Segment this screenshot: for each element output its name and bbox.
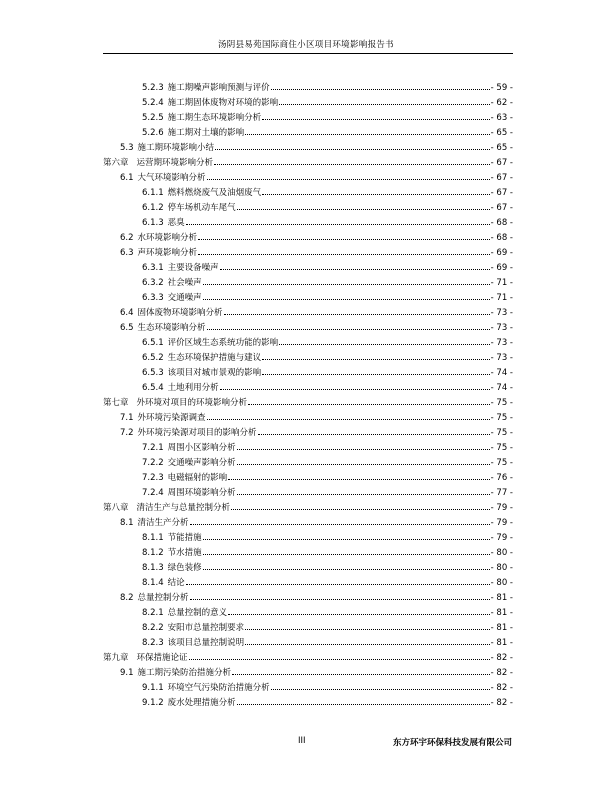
toc-entry-page: - 65 -: [490, 143, 513, 153]
toc-dot-leader: [198, 230, 490, 240]
toc-entry-number: 8.1.1: [142, 533, 164, 543]
toc-entry[interactable]: [142, 530, 513, 544]
toc-entry-title: 环境空气污染防治措施分析: [167, 683, 270, 693]
toc-dot-leader: [245, 125, 489, 135]
toc-dot-leader: [228, 605, 489, 615]
toc-entry-page: - 67 -: [490, 158, 513, 168]
toc-entry-title: 施工期噪声影响预测与评价: [167, 83, 270, 93]
toc-entry-number: 第六章: [103, 158, 129, 168]
toc-entry-number: 第九章: [103, 653, 129, 663]
toc-entry[interactable]: [120, 230, 513, 244]
toc-dot-leader: [207, 410, 490, 420]
toc-dot-leader: [279, 335, 489, 345]
toc-entry[interactable]: [142, 275, 513, 289]
toc-entry-title: 清洁生产分析: [137, 518, 189, 528]
toc-entry-number: 7.2: [120, 428, 134, 438]
toc-entry[interactable]: [120, 305, 513, 319]
toc-entry-title: 该项目对城市景观的影响: [167, 368, 262, 378]
toc-entry-number: 7.2.3: [142, 473, 164, 483]
toc-entry-page: - 80 -: [490, 578, 513, 588]
footer-page-number: III: [298, 736, 306, 746]
toc-entry[interactable]: [103, 395, 513, 409]
toc-entry-number: 第七章: [103, 398, 129, 408]
toc-entry-number: 8.1.3: [142, 563, 164, 573]
toc-entry[interactable]: [142, 335, 513, 349]
toc-entry[interactable]: [142, 185, 513, 199]
toc-entry-title: 施工期固体废物对环境的影响: [167, 98, 279, 108]
toc-entry-number: 8.1: [120, 518, 134, 528]
toc-entry-page: - 82 -: [490, 698, 513, 708]
toc-dot-leader: [262, 350, 489, 360]
toc-dot-leader: [232, 665, 490, 675]
toc-entry[interactable]: [120, 665, 513, 679]
toc-entry-number: 7.2.4: [142, 488, 164, 498]
toc-entry-title: 周围环境影响分析: [167, 488, 236, 498]
toc-entry-page: - 79 -: [490, 503, 513, 513]
toc-entry-title: 生态环境保护措施与建议: [167, 353, 262, 363]
toc-entry-page: - 79 -: [490, 533, 513, 543]
toc-entry-title: 土地利用分析: [167, 383, 219, 393]
toc-entry-title: 施工期污染防治措施分析: [137, 668, 232, 678]
toc-dot-leader: [203, 560, 490, 570]
toc-entry-number: 6.3.2: [142, 278, 164, 288]
toc-dot-leader: [262, 185, 489, 195]
toc-entry-title: 电磁辐射的影响: [167, 473, 228, 483]
toc-entry-number: 6.3: [120, 248, 134, 258]
toc-entry[interactable]: [142, 440, 513, 454]
toc-dot-leader: [203, 545, 490, 555]
toc-dot-leader: [214, 155, 490, 165]
toc-entry-page: - 74 -: [490, 368, 513, 378]
toc-entry-page: - 77 -: [490, 488, 513, 498]
toc-entry-number: 8.1.4: [142, 578, 164, 588]
toc-entry[interactable]: [120, 170, 513, 184]
toc-entry-title: 该项目总量控制说明: [167, 638, 245, 648]
toc-entry[interactable]: [142, 260, 513, 274]
toc-entry-page: - 62 -: [490, 98, 513, 108]
toc-entry-number: 8.2.3: [142, 638, 164, 648]
toc-entry-page: - 59 -: [490, 83, 513, 93]
toc-dot-leader: [262, 365, 489, 375]
toc-entry-title: 恶臭: [167, 218, 185, 228]
toc-dot-leader: [220, 380, 490, 390]
toc-entry-title: 环保措施论证: [136, 653, 188, 663]
toc-entry-page: - 73 -: [490, 353, 513, 363]
toc-dot-leader: [237, 485, 490, 495]
toc-dot-leader: [203, 275, 490, 285]
toc-entry-title: 声环境影响分析: [137, 248, 198, 258]
toc-entry[interactable]: [120, 410, 513, 424]
toc-dot-leader: [190, 515, 490, 525]
toc-entry-title: 节水措施: [167, 548, 202, 558]
toc-entry-page: - 82 -: [490, 683, 513, 693]
toc-dot-leader: [245, 620, 489, 630]
page-header: 汤阴县易苑国际商住小区项目环境影响报告书: [217, 40, 394, 50]
toc-entry[interactable]: [142, 380, 513, 394]
toc-entry-page: - 73 -: [490, 338, 513, 348]
toc-entry-page: - 71 -: [490, 293, 513, 303]
toc-entry-title: 水环境影响分析: [137, 233, 198, 243]
toc-dot-leader: [220, 260, 490, 270]
toc-dot-leader: [258, 425, 490, 435]
toc-entry-number: 6.1.3: [142, 218, 164, 228]
toc-dot-leader: [190, 590, 490, 600]
toc-entry-page: - 81 -: [490, 593, 513, 603]
toc-entry-title: 外环境污染源调查: [137, 413, 206, 423]
toc-entry-page: - 69 -: [490, 263, 513, 273]
toc-dot-leader: [215, 140, 490, 150]
toc-entry[interactable]: [120, 245, 513, 259]
toc-entry-number: 6.5.3: [142, 368, 164, 378]
toc-entry-number: 6.4: [120, 308, 134, 318]
toc-dot-leader: [279, 95, 489, 105]
toc-entry-page: - 71 -: [490, 278, 513, 288]
toc-entry[interactable]: [142, 485, 513, 499]
toc-entry[interactable]: [120, 515, 513, 529]
toc-entry-page: - 74 -: [490, 383, 513, 393]
toc-entry-number: 7.1: [120, 413, 134, 423]
toc-entry-title: 周围小区影响分析: [167, 443, 236, 453]
toc-entry-title: 评价区域生态系统功能的影响: [167, 338, 279, 348]
toc-entry[interactable]: [103, 650, 513, 664]
toc-entry[interactable]: [142, 560, 513, 574]
toc-entry-page: - 75 -: [490, 458, 513, 468]
toc-entry-page: - 79 -: [490, 518, 513, 528]
toc-entry-page: - 81 -: [490, 608, 513, 618]
toc-entry-number: 7.2.2: [142, 458, 164, 468]
toc-entry-page: - 67 -: [490, 203, 513, 213]
toc-entry-number: 9.1.1: [142, 683, 164, 693]
toc-entry-title: 清洁生产与总量控制分析: [136, 503, 231, 513]
toc-entry-page: - 80 -: [490, 548, 513, 558]
header-rule: [103, 53, 513, 54]
toc-entry-page: - 82 -: [490, 653, 513, 663]
toc-entry-page: - 67 -: [490, 188, 513, 198]
toc-dot-leader: [186, 575, 490, 585]
toc-entry-title: 固体废物环境影响分析: [137, 308, 223, 318]
toc-entry[interactable]: [103, 500, 513, 514]
toc-entry-title: 停车场机动车尾气: [167, 203, 236, 213]
toc-entry-title: 废水处理措施分析: [167, 698, 236, 708]
toc-dot-leader: [237, 695, 490, 705]
footer-company-name: 东方环宇环保科技发展有限公司: [393, 738, 513, 748]
toc-entry-title: 绿色装修: [167, 563, 202, 573]
toc-entry[interactable]: [142, 575, 513, 589]
toc-entry[interactable]: [142, 215, 513, 229]
toc-entry-number: 9.1: [120, 668, 134, 678]
toc-entry[interactable]: [142, 200, 513, 214]
toc-dot-leader: [248, 395, 490, 405]
toc-entry-number: 6.1: [120, 173, 134, 183]
toc-entry-page: - 75 -: [490, 443, 513, 453]
toc-dot-leader: [271, 680, 490, 690]
toc-entry[interactable]: [142, 635, 513, 649]
toc-entry[interactable]: [142, 545, 513, 559]
toc-dot-leader: [189, 650, 490, 660]
toc-entry-number: 7.2.1: [142, 443, 164, 453]
toc-entry-title: 交通噪声: [167, 293, 202, 303]
toc-entry-page: - 67 -: [490, 173, 513, 183]
toc-entry-title: 大气环境影响分析: [137, 173, 206, 183]
toc-dot-leader: [198, 245, 490, 255]
toc-entry-page: - 73 -: [490, 308, 513, 318]
toc-entry-title: 节能措施: [167, 533, 202, 543]
toc-entry-title: 燃料燃烧废气及油烟废气: [167, 188, 262, 198]
toc-entry[interactable]: [142, 695, 513, 709]
toc-entry[interactable]: [142, 290, 513, 304]
toc-entry[interactable]: [142, 350, 513, 364]
toc-entry-number: 6.1.2: [142, 203, 164, 213]
toc-entry[interactable]: [142, 680, 513, 694]
toc-dot-leader: [237, 200, 490, 210]
toc-entry[interactable]: [142, 620, 513, 634]
toc-entry[interactable]: [103, 155, 513, 169]
toc-dot-leader: [262, 110, 489, 120]
toc-entry-title: 主要设备噪声: [167, 263, 219, 273]
toc-entry[interactable]: [142, 605, 513, 619]
toc-entry[interactable]: [142, 365, 513, 379]
toc-entry-number: 6.5.1: [142, 338, 164, 348]
toc-entry-number: 8.2: [120, 593, 134, 603]
toc-entry-title: 生态环境影响分析: [137, 323, 206, 333]
toc-entry-title: 交通噪声影响分析: [167, 458, 236, 468]
toc-dot-leader: [224, 305, 490, 315]
toc-entry-number: 5.2.4: [142, 98, 164, 108]
toc-entry[interactable]: [120, 140, 513, 154]
toc-entry-title: 安阳市总量控制要求: [167, 623, 245, 633]
toc-dot-leader: [207, 320, 490, 330]
toc-dot-leader: [203, 290, 490, 300]
toc-entry[interactable]: [142, 470, 513, 484]
toc-entry-number: 6.1.1: [142, 188, 164, 198]
toc-entry-title: 社会噪声: [167, 278, 202, 288]
toc-entry-number: 6.5: [120, 323, 134, 333]
toc-entry-page: - 80 -: [490, 563, 513, 573]
toc-entry-number: 8.1.2: [142, 548, 164, 558]
toc-entry-number: 9.1.2: [142, 698, 164, 708]
toc-entry[interactable]: [120, 590, 513, 604]
toc-entry-page: - 75 -: [490, 413, 513, 423]
toc-entry-number: 6.5.4: [142, 383, 164, 393]
toc-dot-leader: [245, 635, 489, 645]
toc-entry-title: 外环境污染源对项目的影响分析: [137, 428, 257, 438]
toc-dot-leader: [228, 470, 489, 480]
toc-dot-leader: [207, 170, 490, 180]
toc-entry[interactable]: [120, 425, 513, 439]
toc-entry[interactable]: [120, 320, 513, 334]
toc-entry-title: 施工期环境影响小结: [137, 143, 215, 153]
toc-entry-title: 施工期生态环境影响分析: [167, 113, 262, 123]
toc-entry-page: - 75 -: [490, 428, 513, 438]
toc-dot-leader: [237, 440, 490, 450]
toc-entry-page: - 81 -: [490, 638, 513, 648]
toc-entry-number: 8.2.2: [142, 623, 164, 633]
toc-entry-page: - 63 -: [490, 113, 513, 123]
toc-entry[interactable]: [142, 95, 513, 109]
toc-entry-title: 结论: [167, 578, 185, 588]
toc-entry-number: 第八章: [103, 503, 129, 513]
toc-entry-title: 总量控制分析: [137, 593, 189, 603]
toc-dot-leader: [237, 455, 490, 465]
toc-entry-page: - 68 -: [490, 233, 513, 243]
toc-entry-page: - 76 -: [490, 473, 513, 483]
toc-entry[interactable]: [142, 455, 513, 469]
toc-dot-leader: [271, 80, 490, 90]
toc-entry-title: 外环境对项目的环境影响分析: [136, 398, 248, 408]
toc-entry-number: 6.2: [120, 233, 134, 243]
toc-entry-number: 8.2.1: [142, 608, 164, 618]
toc-entry[interactable]: [142, 110, 513, 124]
toc-entry-number: 6.3.1: [142, 263, 164, 273]
toc-entry-title: 总量控制的意义: [167, 608, 228, 618]
toc-entry-title: 运营期环境影响分析: [136, 158, 214, 168]
toc-entry-page: - 75 -: [490, 398, 513, 408]
toc-entry-page: - 73 -: [490, 323, 513, 333]
toc-entry-number: 5.2.3: [142, 83, 164, 93]
toc-dot-leader: [203, 530, 490, 540]
toc-entry-page: - 81 -: [490, 623, 513, 633]
toc-entry-page: - 68 -: [490, 218, 513, 228]
toc-entry-page: - 65 -: [490, 128, 513, 138]
toc-dot-leader: [186, 215, 490, 225]
toc-entry-number: 5.2.6: [142, 128, 164, 138]
toc-entry-page: - 82 -: [490, 668, 513, 678]
toc-entry-number: 5.2.5: [142, 113, 164, 123]
toc-dot-leader: [231, 500, 490, 510]
toc-entry-number: 6.5.2: [142, 353, 164, 363]
toc-entry[interactable]: [142, 80, 513, 94]
toc-entry-number: 5.3: [120, 143, 134, 153]
toc-entry[interactable]: [142, 125, 513, 139]
toc-entry-title: 施工期对土壤的影响: [167, 128, 245, 138]
toc-entry-number: 6.3.3: [142, 293, 164, 303]
toc-entry-page: - 69 -: [490, 248, 513, 258]
